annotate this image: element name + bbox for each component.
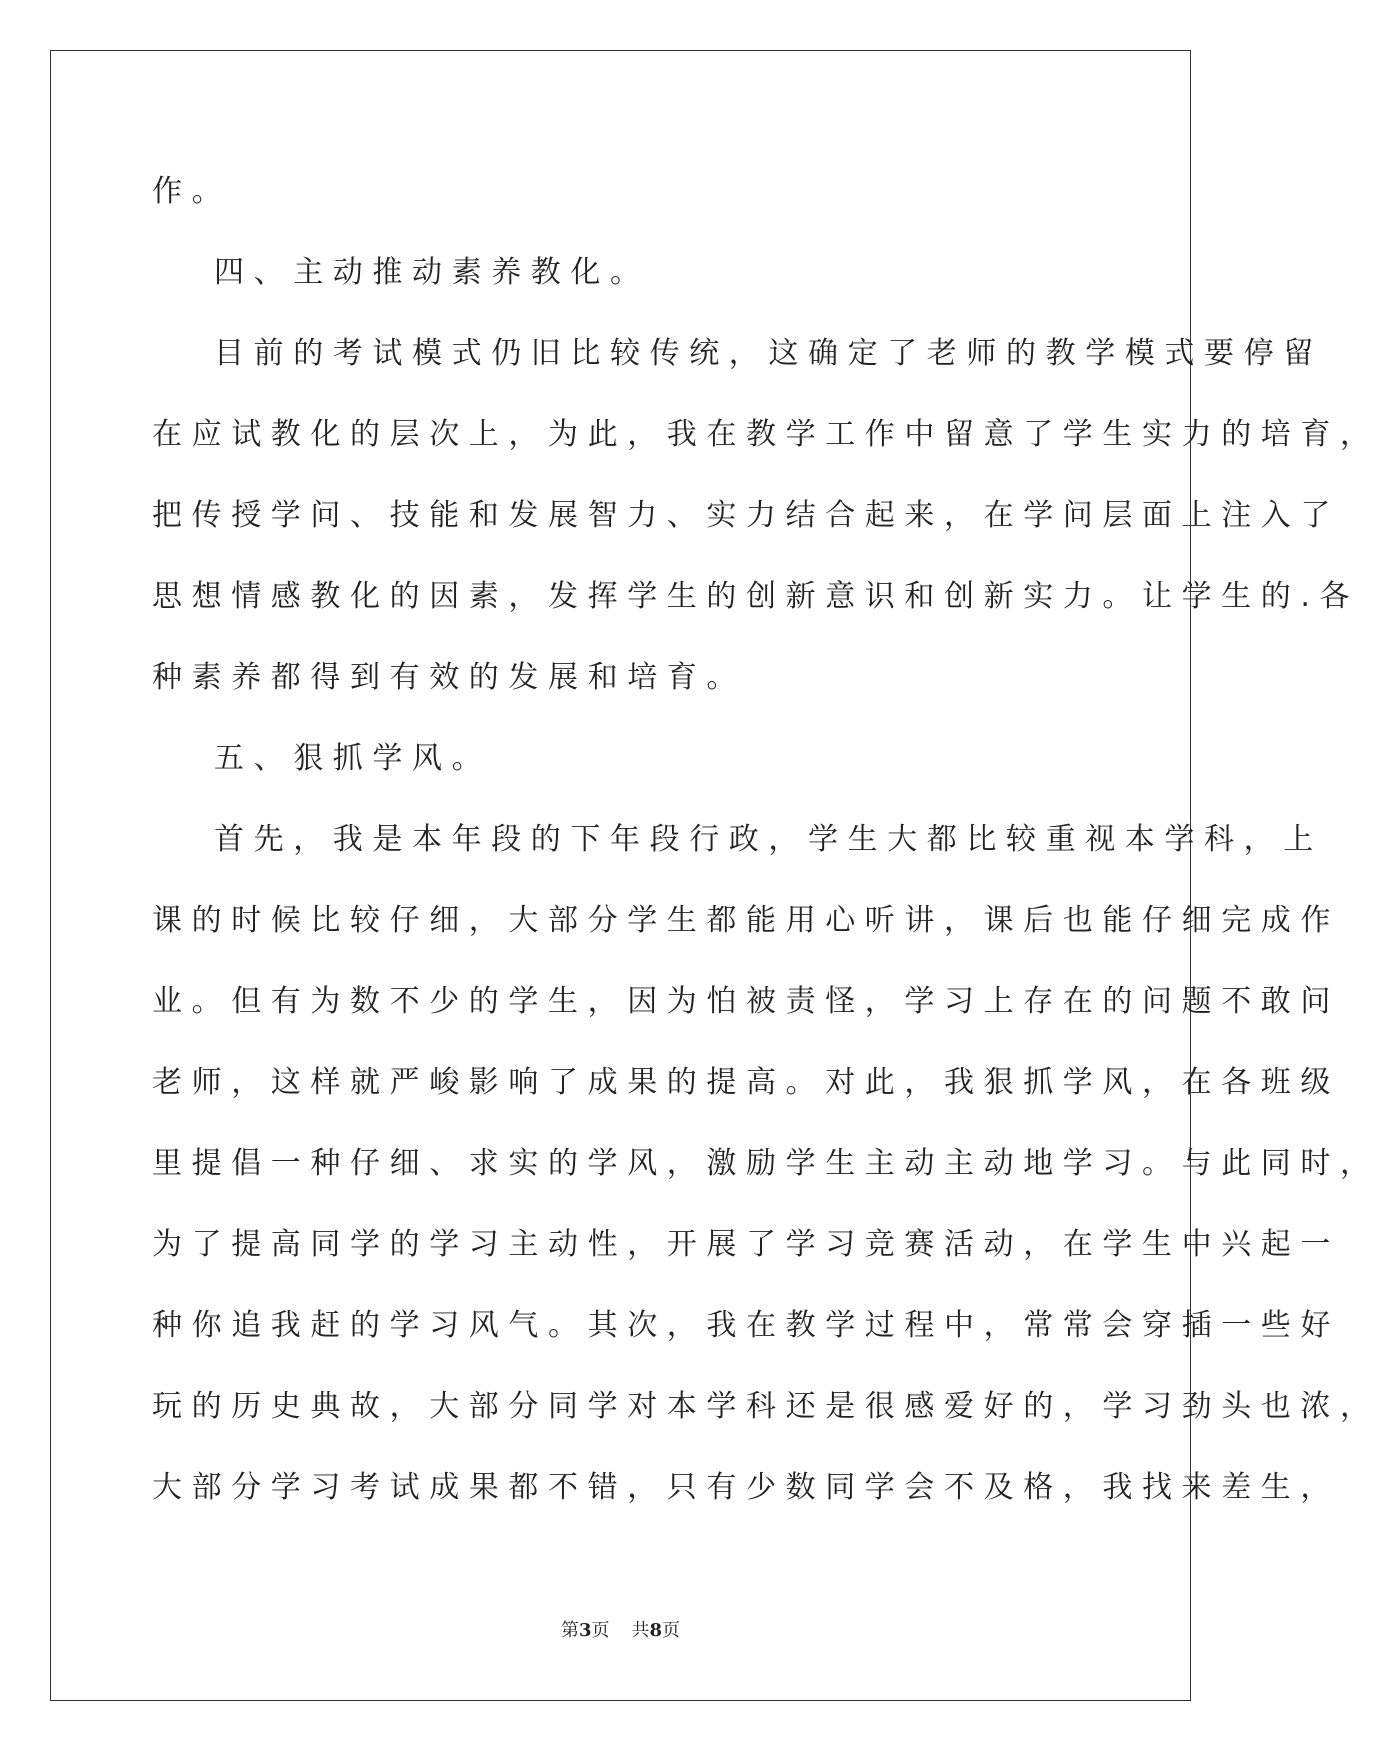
text-line: 在应试教化的层次上，为此，我在教学工作中留意了学生实力的培育， [152, 417, 1380, 452]
page-total: 8 [649, 1620, 663, 1641]
text-line: 里提倡一种仔细、求实的学风，激励学生主动主动地学习。与此同时， [152, 1146, 1380, 1181]
section-heading: 四、主动推动素养教化。 [214, 255, 650, 290]
text-line: 业。但有为数不少的学生，因为怕被责怪，学习上存在的问题不敢问 [152, 984, 1340, 1019]
text-line: 大部分学习考试成果都不错，只有少数同学会不及格，我找来差生， [152, 1470, 1340, 1505]
text-line: 种你追我赶的学习风气。其次，我在教学过程中，常常会穿插一些好 [152, 1308, 1340, 1343]
text-line: 种素养都得到有效的发展和培育。 [152, 660, 746, 695]
text-line: 思想情感教化的因素，发挥学生的创新意识和创新实力。让学生的.各 [152, 579, 1360, 614]
section-heading: 五、狠抓学风。 [214, 741, 492, 776]
text-line: 首先，我是本年段的下年段行政，学生大都比较重视本学科，上 [214, 822, 1323, 857]
total-suffix: 页 [662, 1620, 681, 1641]
text-line: 目前的考试模式仍旧比较传统，这确定了老师的教学模式要停留 [214, 336, 1323, 371]
text-line: 作。 [152, 174, 232, 209]
page-frame [50, 50, 1380, 1701]
text-line: 老师，这样就严峻影响了成果的提高。对此，我狠抓学风，在各班级 [152, 1065, 1340, 1100]
text-line: 玩的历史典故，大部分同学对本学科还是很感爱好的，学习劲头也浓， [152, 1389, 1380, 1424]
page-prefix: 第 [560, 1620, 579, 1641]
text-line: 课的时候比较仔细，大部分学生都能用心听讲，课后也能仔细完成作 [152, 903, 1340, 938]
page-footer [0, 1620, 1241, 1642]
page-suffix: 页 [591, 1620, 610, 1641]
text-line: 把传授学问、技能和发展智力、实力结合起来，在学问层面上注入了 [152, 498, 1340, 533]
page-current: 3 [578, 1620, 592, 1641]
total-prefix: 共 [631, 1620, 650, 1641]
text-line: 为了提高同学的学习主动性，开展了学习竞赛活动，在学生中兴起一 [152, 1227, 1340, 1262]
